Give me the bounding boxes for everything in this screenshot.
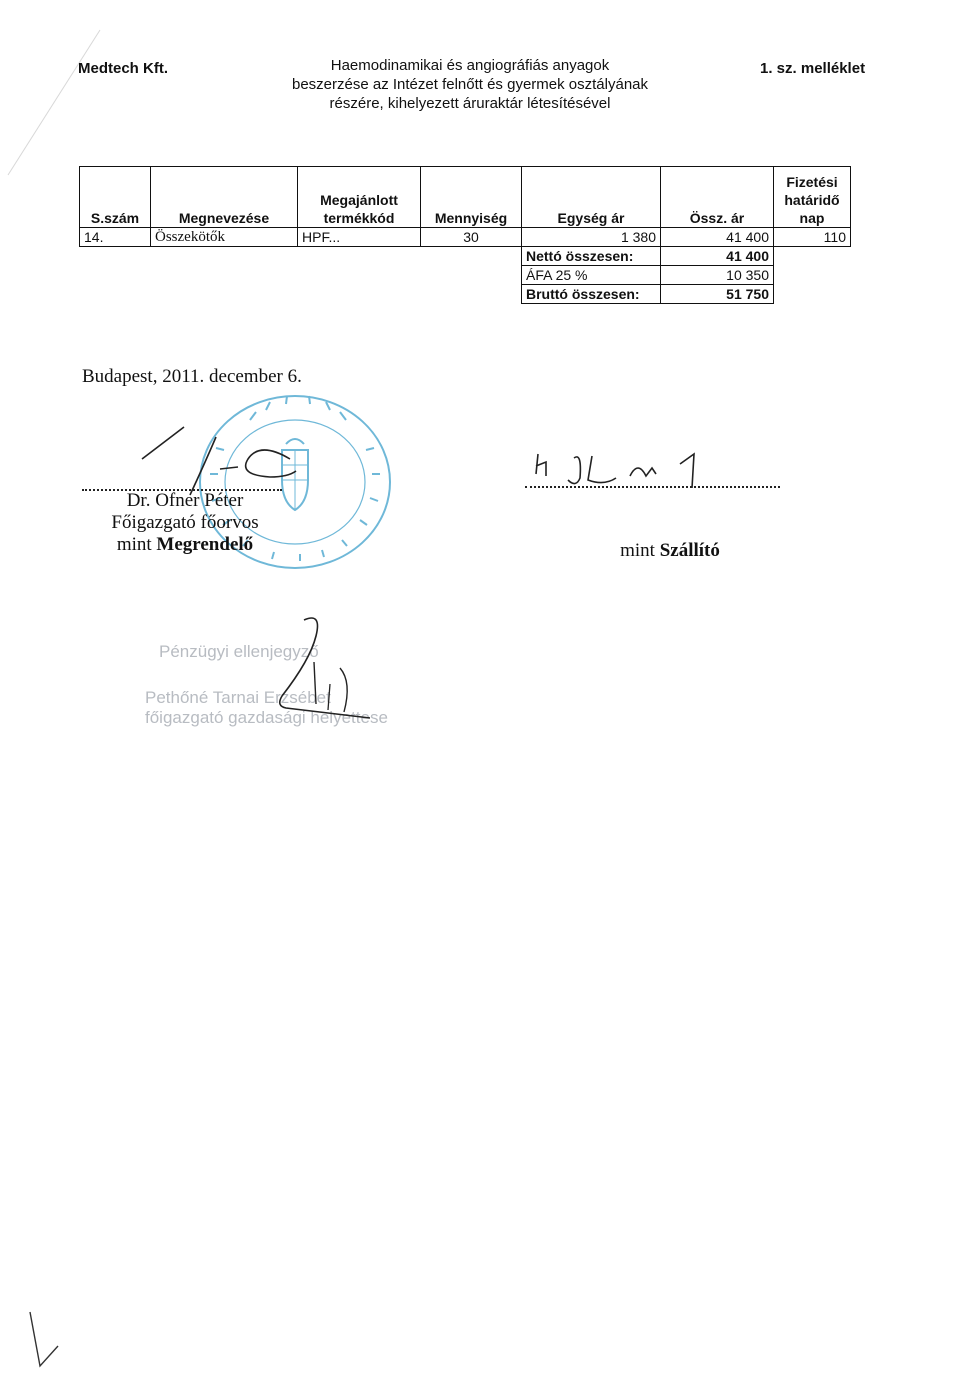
gross-total-row [80, 285, 851, 304]
gross-total-value: 51 750 [661, 285, 774, 304]
annex-label: 1. sz. melléklet [760, 60, 866, 77]
financial-name: Pethőné Tarnai Erzsébet [145, 688, 331, 707]
header-qty: Mennyiség [421, 167, 522, 228]
financial-signature [260, 612, 380, 742]
cell-unit-price: 1 380 [522, 228, 661, 247]
title-line-2: beszerzése az Intézet felnőtt és gyermek osztályának [291, 76, 648, 93]
financial-title: főigazgató gazdasági helyettese [145, 708, 388, 727]
net-total-value: 41 400 [661, 247, 774, 266]
financial-label: Pénzügyi ellenjegyző [159, 642, 319, 661]
table-header-row [80, 167, 851, 228]
customer-signer-name: Dr. Ofner Péter [126, 490, 244, 511]
header-unit-price: Egység ár [522, 167, 661, 228]
header-deadline-line1: Fizetési [786, 174, 838, 190]
customer-role-name: Megrendelő [156, 534, 254, 555]
customer-role-prefix: mint [116, 534, 157, 555]
table-row [80, 228, 851, 247]
customer-signature-block [100, 490, 270, 556]
supplier-role-prefix: mint [620, 540, 660, 561]
items-table [79, 166, 851, 304]
cell-deadline: 110 [774, 228, 851, 247]
supplier-role-name: Szállító [659, 540, 720, 561]
cell-name: Összekötők [151, 228, 298, 247]
net-total-row [80, 247, 851, 266]
cell-total: 41 400 [661, 228, 774, 247]
cell-qty: 30 [421, 228, 522, 247]
title-line-3: részére, kihelyezett áruraktár létesítésével [329, 95, 611, 112]
cell-code: HPF... [298, 228, 421, 247]
supplier-signature-line [525, 486, 780, 488]
header-code [298, 167, 421, 228]
header-ssz: S.szám [80, 167, 151, 228]
net-total-label: Nettó összesen: [522, 247, 661, 266]
supplier-signature-block [560, 540, 780, 562]
place-date: Budapest, 2011. december 6. [82, 366, 302, 387]
customer-signer-title: Főigazgató főorvos [111, 512, 259, 533]
header-code-line1: Megajánlott [320, 192, 398, 208]
company-name: Medtech Kft. [78, 60, 168, 77]
corner-check-mark [28, 1310, 68, 1370]
header-deadline [774, 167, 851, 228]
header-name: Megnevezése [151, 167, 298, 228]
header-code-line2: termékkód [323, 210, 395, 226]
cell-ssz: 14. [80, 228, 151, 247]
header-total: Össz. ár [661, 167, 774, 228]
header-deadline-line2: határidő [784, 192, 840, 208]
vat-row [80, 266, 851, 285]
vat-value: 10 350 [661, 266, 774, 285]
title-line-1: Haemodinamikai és angiográfiás anyagok [330, 57, 610, 74]
header-deadline-line3: nap [799, 210, 825, 226]
customer-role [100, 534, 270, 556]
gross-total-label: Bruttó összesen: [522, 285, 661, 304]
vat-label: ÁFA 25 % [522, 266, 661, 285]
supplier-role [560, 540, 780, 562]
document-title [260, 56, 680, 113]
